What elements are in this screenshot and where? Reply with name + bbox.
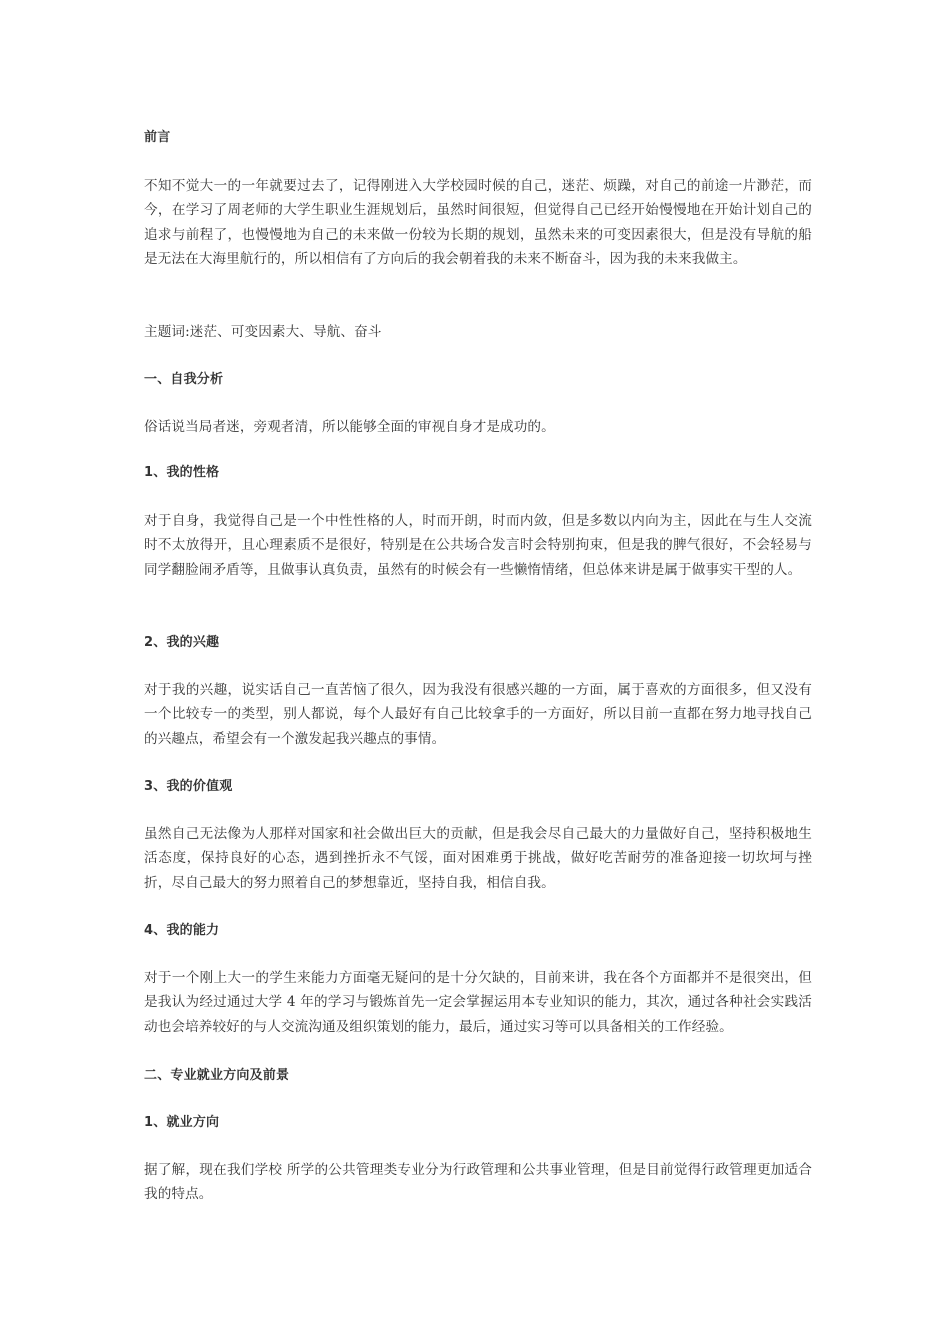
values-paragraph: 虽然自己无法像为人那样对国家和社会做出巨大的贡献，但是我会尽自己最大的力量做好自己，坚持积极地生活态度，保持良好的心态，遇到挫折永不气馁，面对困难勇于挑战，做好吃苦耐劳的准备迎接一切坎坷与挫折，尽自己最大的努力照着自己的梦想靠近，坚持自我，相信自我。 — [144, 826, 812, 891]
career-direction-paragraph: 据了解，现在我们学校 所学的公共管理类专业分为行政管理和公共事业管理，但是目前觉得行政管理更加适合我的特点。 — [144, 1162, 812, 1203]
personality-heading: 1、我的性格 — [144, 465, 220, 480]
career-direction-heading: 1、就业方向 — [144, 1115, 220, 1130]
section-self-analysis-heading: 一、自我分析 — [144, 372, 224, 387]
section-career-heading: 二、专业就业方向及前景 — [144, 1068, 290, 1083]
preface-heading: 前言 — [144, 130, 171, 145]
abilities-heading: 4、我的能力 — [144, 923, 220, 938]
interests-paragraph: 对于我的兴趣，说实话自己一直苦恼了很久，因为我没有很感兴趣的一方面，属于喜欢的方面很多，但又没有一个比较专一的类型，别人都说，每个人最好有自己比较拿手的一方面好，所以目前一直都在努力地寻找自己的兴趣点，希望会有一个激发起我兴趣点的事情。 — [144, 682, 812, 747]
values-heading: 3、我的价值观 — [144, 779, 233, 794]
self-analysis-intro: 俗话说当局者迷，旁观者清，所以能够全面的审视自身才是成功的。 — [144, 419, 555, 435]
interests-heading: 2、我的兴趣 — [144, 635, 220, 650]
abilities-paragraph: 对于一个刚上大一的学生来能力方面毫无疑问的是十分欠缺的，目前来讲，我在各个方面都并不是很突出，但是我认为经过通过大学 4 年的学习与锻炼首先一定会掌握运用本专业知识的能力，其次，通过各种社会实践活动也会培养较好的与人交流沟通及组织策划的能力，最后，通过实习等可以具备相关的工作经验。 — [144, 970, 812, 1035]
personality-paragraph: 对于自身，我觉得自己是一个中性性格的人，时而开朗，时而内敛，但是多数以内向为主，因此在与生人交流时不太放得开，且心理素质不是很好，特别是在公共场合发言时会特别拘束，但是我的脾气很好，不会轻易与同学翻脸闹矛盾等，且做事认真负责，虽然有的时候会有一些懒惰情绪，但总体来讲是属于做事实干型的人。 — [144, 513, 812, 578]
preface-paragraph: 不知不觉大一的一年就要过去了，记得刚进入大学校园时候的自己，迷茫、烦躁，对自己的前途一片渺茫，而今，在学习了周老师的大学生职业生涯规划后，虽然时间很短，但觉得自己已经开始慢慢地在开始计划自己的追求与前程了，也慢慢地为自己的未来做一份较为长期的规划，虽然未来的可变因素很大，但是没有导航的船是无法在大海里航行的，所以相信有了方向后的我会朝着我的未来不断奋斗，因为我的未来我做主。 — [144, 178, 812, 268]
keywords-line: 主题词:迷茫、可变因素大、导航、奋斗 — [144, 324, 382, 340]
